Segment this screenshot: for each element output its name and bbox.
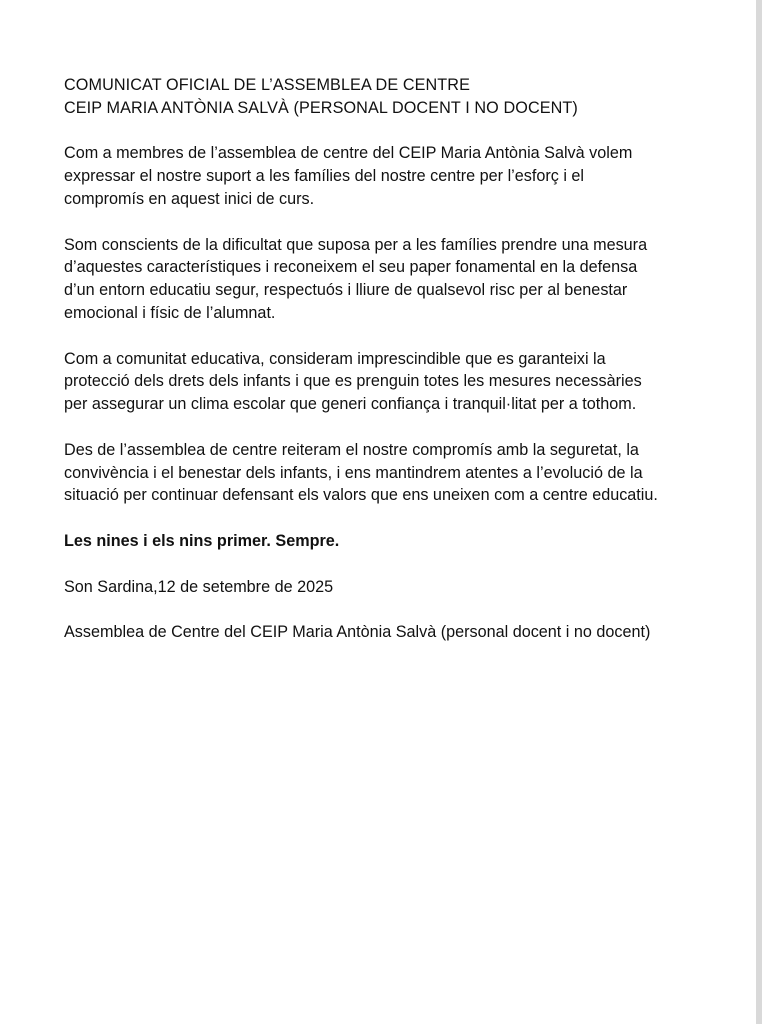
- paragraph-line: d’aquestes característiques i reconeixem el seu paper fonamental en la defensa: [64, 258, 638, 277]
- document-body: [64, 74, 704, 667]
- paragraph-line: situació per continuar defensant els valors que ens uneixen com a centre educatiu.: [64, 486, 658, 505]
- paragraph-line: compromís en aquest inici de curs.: [64, 189, 315, 208]
- paragraph-line: per assegurar un clima escolar que generi confiança i tranquil·litat per a tothom.: [64, 395, 637, 414]
- paragraph-line: Com a membres de l’assemblea de centre del CEIP Maria Antònia Salvà volem: [64, 144, 633, 163]
- paragraph-support: [64, 142, 704, 210]
- document-header: [64, 74, 704, 120]
- paragraph-difficulty: [64, 234, 704, 325]
- slogan: Les nines i els nins primer. Sempre.: [64, 531, 340, 550]
- title-line-1: COMUNICAT OFICIAL DE L’ASSEMBLEA DE CENTRE: [64, 76, 470, 94]
- paragraph-line: convivència i el benestar dels infants, i ens mantindrem atentes a l’evolució de la: [64, 463, 643, 482]
- signature: Assemblea de Centre del CEIP Maria Antònia Salvà (personal docent i no docent): [64, 623, 651, 642]
- paragraph-line: d’un entorn educatiu segur, respectuós i lliure de qualsevol risc per al benestar: [64, 281, 628, 300]
- place-date: Son Sardina,12 de setembre de 2025: [64, 577, 334, 596]
- paragraph-line: Com a comunitat educativa, consideram imprescindible que es garanteixi la: [64, 349, 606, 368]
- paragraph-commitment: [64, 439, 704, 507]
- page-edge: [756, 0, 762, 1024]
- paragraph-line: Som conscients de la dificultat que suposa per a les famílies prendre una mesura: [64, 235, 648, 254]
- title-line-2: CEIP MARIA ANTÒNIA SALVÀ (PERSONAL DOCENT I NO DOCENT): [64, 98, 578, 117]
- paragraph-line: protecció dels drets dels infants i que es prenguin totes les mesures necessàries: [64, 372, 642, 391]
- paragraph-line: emocional i físic de l’alumnat.: [64, 303, 276, 322]
- paragraph-line: expressar el nostre suport a les famílies del nostre centre per l’esforç i el: [64, 167, 585, 186]
- paragraph-community: [64, 348, 704, 416]
- paragraph-line: Des de l’assemblea de centre reiteram el nostre compromís amb la seguretat, la: [64, 440, 639, 459]
